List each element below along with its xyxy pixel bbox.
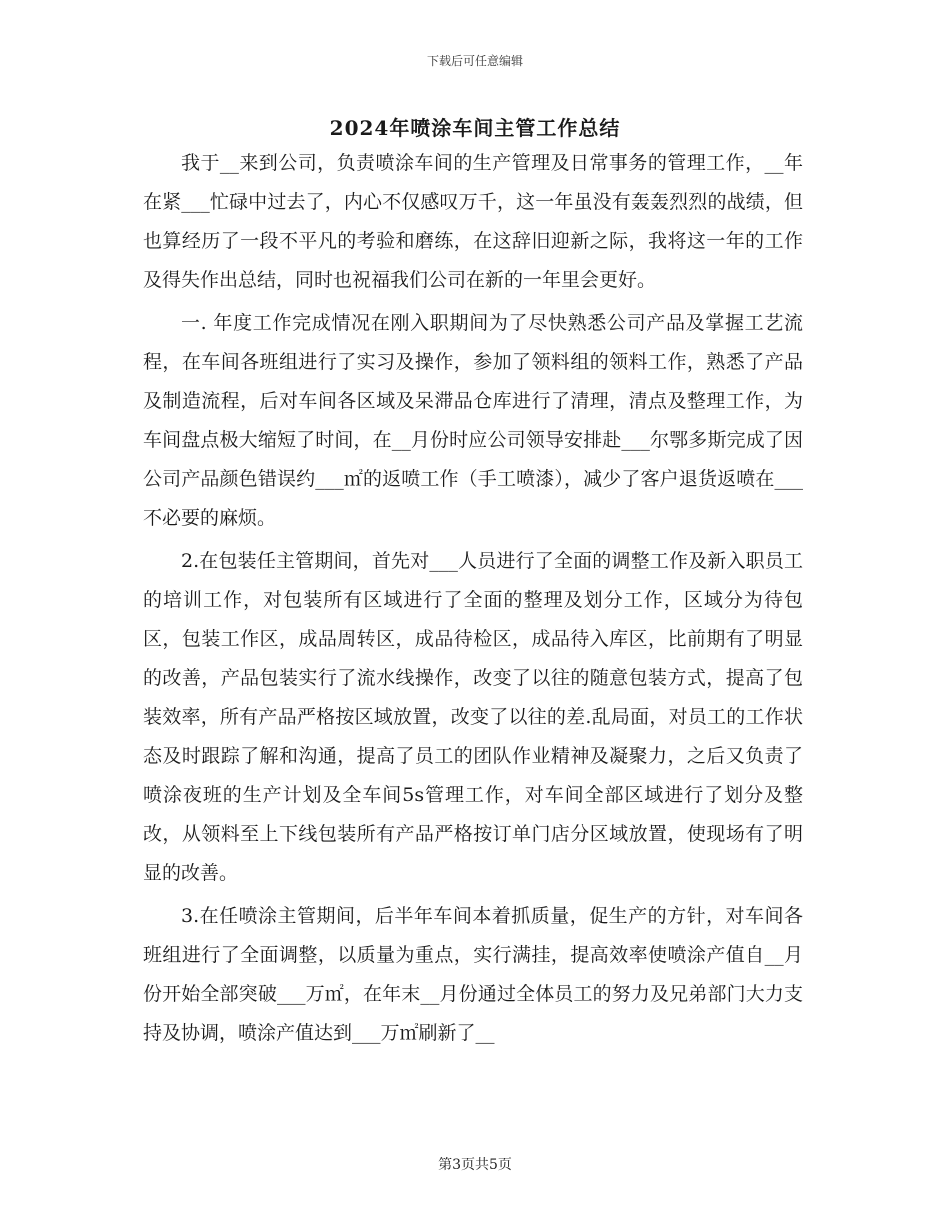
document-title: 2024年喷涂车间主管工作总结 — [329, 116, 621, 140]
paragraph-intro: 我于__来到公司，负责喷涂车间的生产管理及日常事务的管理工作，__年在紧___忙碌中过去了，内心不仅感叹万千，这一年虽没有轰轰烈烈的战绩，但也算经历了一段不平凡的考验和磨练，在这辞旧迎新之际，我将这一年的工作及得失作出总结，同时也祝福我们公司在新的一年里会更好。 — [143, 152, 803, 291]
page-header-note: 下载后可任意编辑 — [426, 54, 523, 68]
paragraph-section-3: 3.在任喷涂主管期间，后半年车间本着抓质量，促生产的方针，对车间各班组进行了全面调整，以质量为重点，实行满挂，提高效率使喷涂产值自__月份开始全部突破___万㎡，在年末__月份通过全体员工的努力及兄弟部门大力支持及协调，喷涂产值达到___万㎡刷新了__ — [143, 905, 803, 1044]
paragraph-section-2: 2.在包装任主管期间，首先对___人员进行了全面的调整工作及新入职员工的培训工作，对包装所有区域进行了全面的整理及划分工作，区域分为待包区，包装工作区，成品周转区，成品待检区，成品待入库区，比前期有了明显的改善，产品包装实行了流水线操作，改变了以往的随意包装方式，提高了包装效率，所有产品严格按区域放置，改变了以往的差.乱局面，对员工的工作状态及时跟踪了解和沟通，提高了员工的团队作业精神及凝聚力，之后又负责了喷涂夜班的生产计划及全车间5s管理工作，对车间全部区域进行了划分及整改，从领料至上下线包装所有产品严格按订单门店分区域放置，使现场有了明显的改善。 — [143, 550, 803, 884]
paragraph-section-1: 一. 年度工作完成情况在刚入职期间为了尽快熟悉公司产品及掌握工艺流程，在车间各班组进行了实习及操作，参加了领料组的领料工作，熟悉了产品及制造流程，后对车间各区域及呆滞品仓库进行了清理，清点及整理工作，为车间盘点极大缩短了时间，在__月份时应公司领导安排赴___尔鄂多斯完成了因公司产品颜色错误约___㎡的返喷工作（手工喷漆），减少了客户退货返喷在___不必要的麻烦。 — [143, 312, 803, 529]
page-footer-number: 第3页共5页 — [438, 1157, 512, 1173]
document-body — [143, 144, 803, 1053]
